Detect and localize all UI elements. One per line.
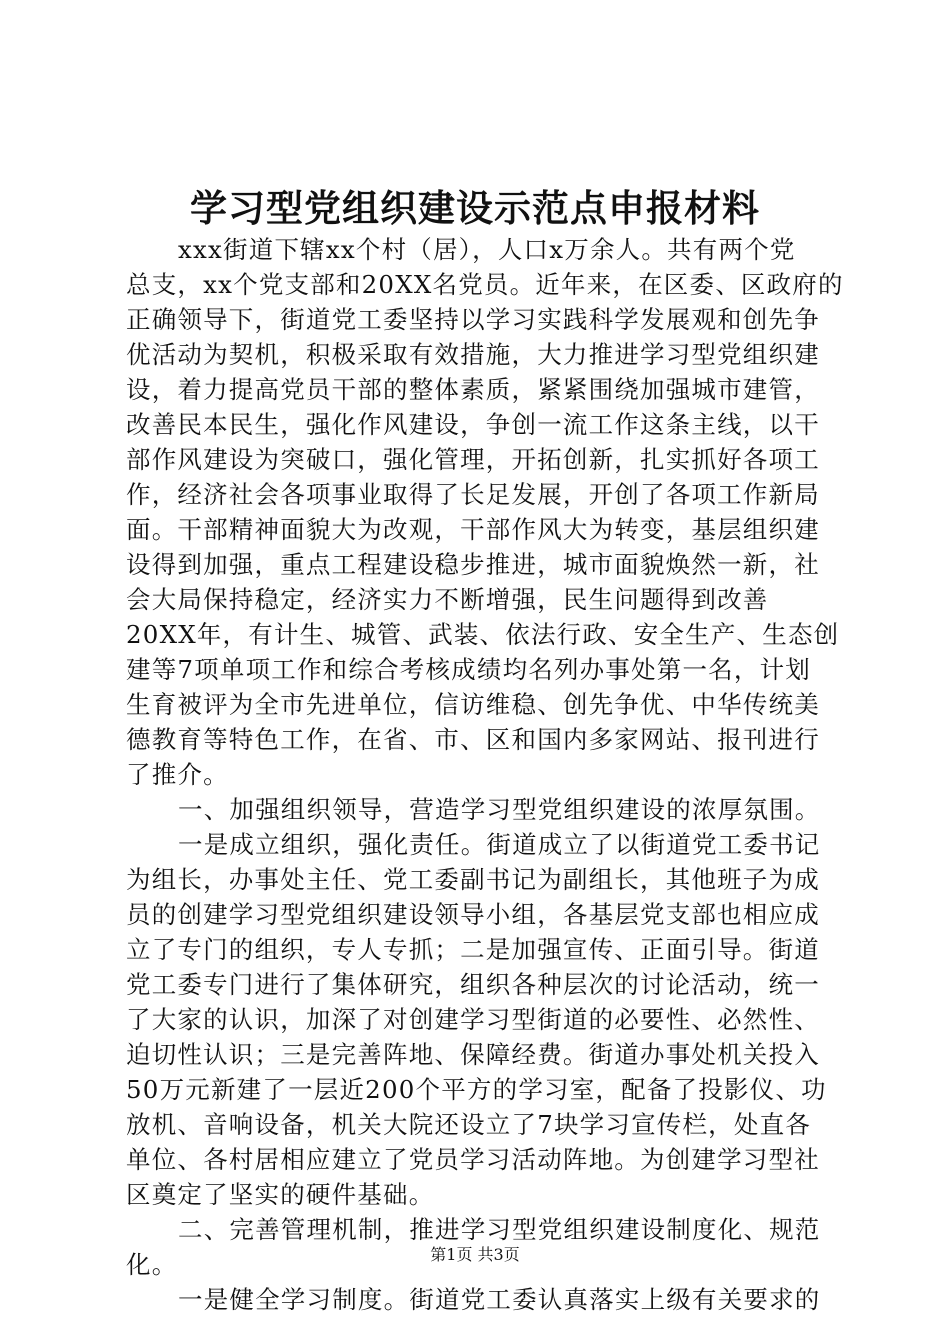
text-line: 德教育等特色工作，在省、市、区和国内多家网站、报刊进行 (126, 725, 820, 754)
text-line: 一是成立组织，强化责任。街道成立了以街道党工委书记 (178, 830, 821, 859)
text-line: 二、完善管理机制，推进学习型党组织建设制度化、规范 (178, 1215, 821, 1244)
text-line: 20XX年，有计生、城管、武装、依法行政、安全生产、生态创 (126, 620, 840, 649)
text-line: 单位、各村居相应建立了党员学习活动阵地。为创建学习型社 (126, 1145, 820, 1174)
text-line: 改善民本民生，强化作风建设，争创一流工作这条主线，以干 (126, 410, 820, 439)
text-line: 区奠定了坚实的硬件基础。 (126, 1180, 435, 1209)
page-footer: 第1页 共3页 (430, 1245, 520, 1264)
text-line: 优活动为契机，积极采取有效措施，大力推进学习型党组织建 (126, 340, 820, 369)
text-line: 生育被评为全市先进单位，信访维稳、创先争优、中华传统美 (126, 690, 820, 719)
text-line: 立了专门的组织，专人专抓；二是加强宣传、正面引导。街道 (126, 935, 820, 964)
text-line: 作，经济社会各项事业取得了长足发展，开创了各项工作新局 (126, 480, 820, 509)
text-line: 正确领导下，街道党工委坚持以学习实践科学发展观和创先争 (126, 305, 820, 334)
document-body (126, 232, 844, 1317)
document-title: 学习型党组织建设示范点申报材料 (190, 186, 760, 230)
text-line: 设得到加强，重点工程建设稳步推进，城市面貌焕然一新，社 (126, 550, 820, 579)
text-line: 面。干部精神面貌大为改观，干部作风大为转变，基层组织建 (126, 515, 820, 544)
text-line: 放机、音响设备，机关大院还设立了7块学习宣传栏，处直各 (126, 1110, 811, 1139)
text-line: 了推介。 (126, 760, 229, 789)
text-line: xxx街道下辖xx个村（居），人口x万余人。共有两个党 (178, 235, 796, 264)
text-line: 党工委专门进行了集体研究，组织各种层次的讨论活动，统一 (126, 970, 820, 999)
text-line: 建等7项单项工作和综合考核成绩均名列办事处第一名，计划 (126, 655, 811, 684)
text-line: 为组长，办事处主任、党工委副书记为副组长，其他班子为成 (126, 865, 820, 894)
text-line: 员的创建学习型党组织建设领导小组，各基层党支部也相应成 (126, 900, 820, 929)
text-line: 化。 (126, 1250, 178, 1279)
text-line: 会大局保持稳定，经济实力不断增强，民生问题得到改善 (126, 585, 769, 614)
text-line: 部作风建设为突破口，强化管理，开拓创新，扎实抓好各项工 (126, 445, 820, 474)
text-line: 一、加强组织领导，营造学习型党组织建设的浓厚氛围。 (178, 795, 821, 824)
text-line: 50万元新建了一层近200个平方的学习室，配备了投影仪、功 (126, 1075, 827, 1104)
text-line: 设，着力提高党员干部的整体素质，紧紧围绕加强城市建管， (126, 375, 820, 404)
text-line: 总支，xx个党支部和20XX名党员。近年来，在区委、区政府的 (126, 270, 844, 299)
text-line: 迫切性认识；三是完善阵地、保障经费。街道办事处机关投入 (126, 1040, 820, 1069)
text-line: 了大家的认识，加深了对创建学习型街道的必要性、必然性、 (126, 1005, 820, 1034)
text-line: 一是健全学习制度。街道党工委认真落实上级有关要求的 (178, 1285, 821, 1314)
